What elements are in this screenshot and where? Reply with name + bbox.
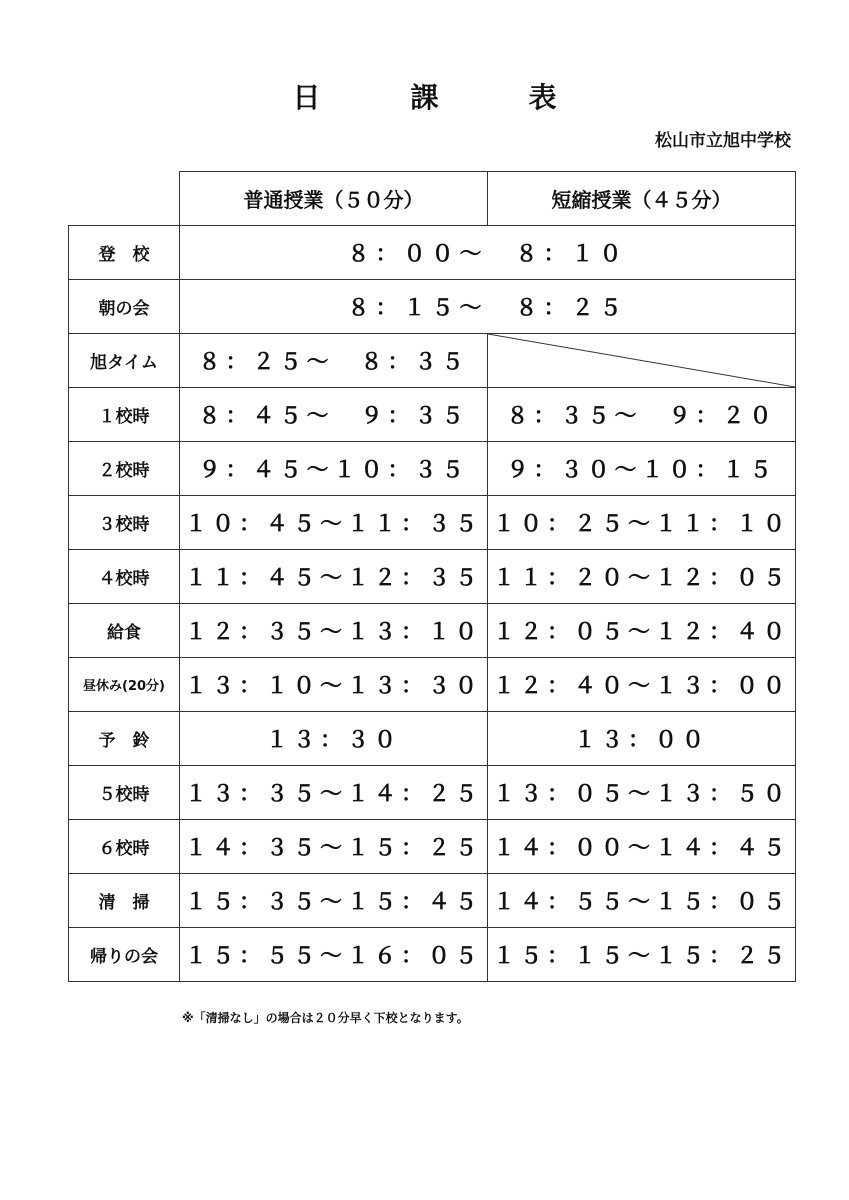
time-asa: ８：１５～ ８：２５ (180, 280, 796, 334)
header-row (69, 172, 796, 226)
row-label-tokou: 登 校 (69, 226, 180, 280)
time-p5-short: １３：０５～１３：５０ (488, 766, 796, 820)
table-row (69, 766, 796, 820)
table-row (69, 604, 796, 658)
time-kaeri-short: １５：１５～１５：２５ (488, 928, 796, 982)
row-label-kyushoku: 給食 (69, 604, 180, 658)
time-p4-normal: １１：４５～１２：３５ (180, 550, 488, 604)
title-char-3: 表 (528, 81, 557, 114)
row-label-yorei: 予 鈴 (69, 712, 180, 766)
time-seiso-normal: １５：３５～１５：４５ (180, 874, 488, 928)
time-hiruyasumi-normal: １３：１０～１３：３０ (180, 658, 488, 712)
time-p6-short: １４：００～１４：４５ (488, 820, 796, 874)
table-row (69, 874, 796, 928)
time-p6-normal: １４：３５～１５：２５ (180, 820, 488, 874)
time-seiso-short: １４：５５～１５：０５ (488, 874, 796, 928)
title-char-2: 課 (410, 81, 439, 114)
time-yorei-normal: １３：３０ (180, 712, 488, 766)
row-label-seiso: 清 掃 (69, 874, 180, 928)
row-label-hiruyasumi: 昼休み(20分) (69, 658, 180, 712)
time-p3-normal: １０：４５～１１：３５ (180, 496, 488, 550)
row-label-p3: ３校時 (69, 496, 180, 550)
table-row (69, 658, 796, 712)
school-name: 松山市立旭中学校 (655, 131, 791, 151)
table-row (69, 280, 796, 334)
time-p2-short: ９：３０～１０：１５ (488, 442, 796, 496)
table-row (69, 496, 796, 550)
column-header-short: 短縮授業（４５分） (488, 172, 796, 226)
table-row (69, 442, 796, 496)
column-header-normal: 普通授業（５０分） (180, 172, 488, 226)
schedule-table (68, 171, 796, 982)
table-row (69, 928, 796, 982)
footnote: ※「清掃なし」の場合は２０分早く下校となります。 (182, 1011, 469, 1025)
row-label-asahi: 旭タイム (69, 334, 180, 388)
table-row (69, 334, 796, 388)
time-asahi-normal: ８：２５～ ８：３５ (180, 334, 488, 388)
row-label-kaeri: 帰りの会 (69, 928, 180, 982)
time-yorei-short: １３：００ (488, 712, 796, 766)
table-row (69, 820, 796, 874)
time-kyushoku-normal: １２：３５～１３：１０ (180, 604, 488, 658)
row-label-p4: ４校時 (69, 550, 180, 604)
header-blank-cell (69, 172, 180, 226)
table-row (69, 388, 796, 442)
row-label-asa: 朝の会 (69, 280, 180, 334)
time-tokou: ８：００～ ８：１０ (180, 226, 796, 280)
time-p1-normal: ８：４５～ ９：３５ (180, 388, 488, 442)
time-p4-short: １１：２０～１２：０５ (488, 550, 796, 604)
time-kyushoku-short: １２：０５～１２：４０ (488, 604, 796, 658)
time-p5-normal: １３：３５～１４：２５ (180, 766, 488, 820)
time-kaeri-normal: １５：５５～１６：０５ (180, 928, 488, 982)
time-asahi-short-empty (488, 334, 796, 388)
page-title (0, 76, 849, 116)
table-row (69, 712, 796, 766)
row-label-p2: ２校時 (69, 442, 180, 496)
time-p3-short: １０：２５～１１：１０ (488, 496, 796, 550)
time-p2-normal: ９：４５～１０：３５ (180, 442, 488, 496)
title-char-1: 日 (292, 81, 321, 114)
row-label-p6: ６校時 (69, 820, 180, 874)
row-label-p1: １校時 (69, 388, 180, 442)
diagonal-line (488, 334, 795, 387)
time-hiruyasumi-short: １２：４０～１３：００ (488, 658, 796, 712)
time-p1-short: ８：３５～ ９：２０ (488, 388, 796, 442)
table-row (69, 226, 796, 280)
table-row (69, 550, 796, 604)
row-label-p5: ５校時 (69, 766, 180, 820)
